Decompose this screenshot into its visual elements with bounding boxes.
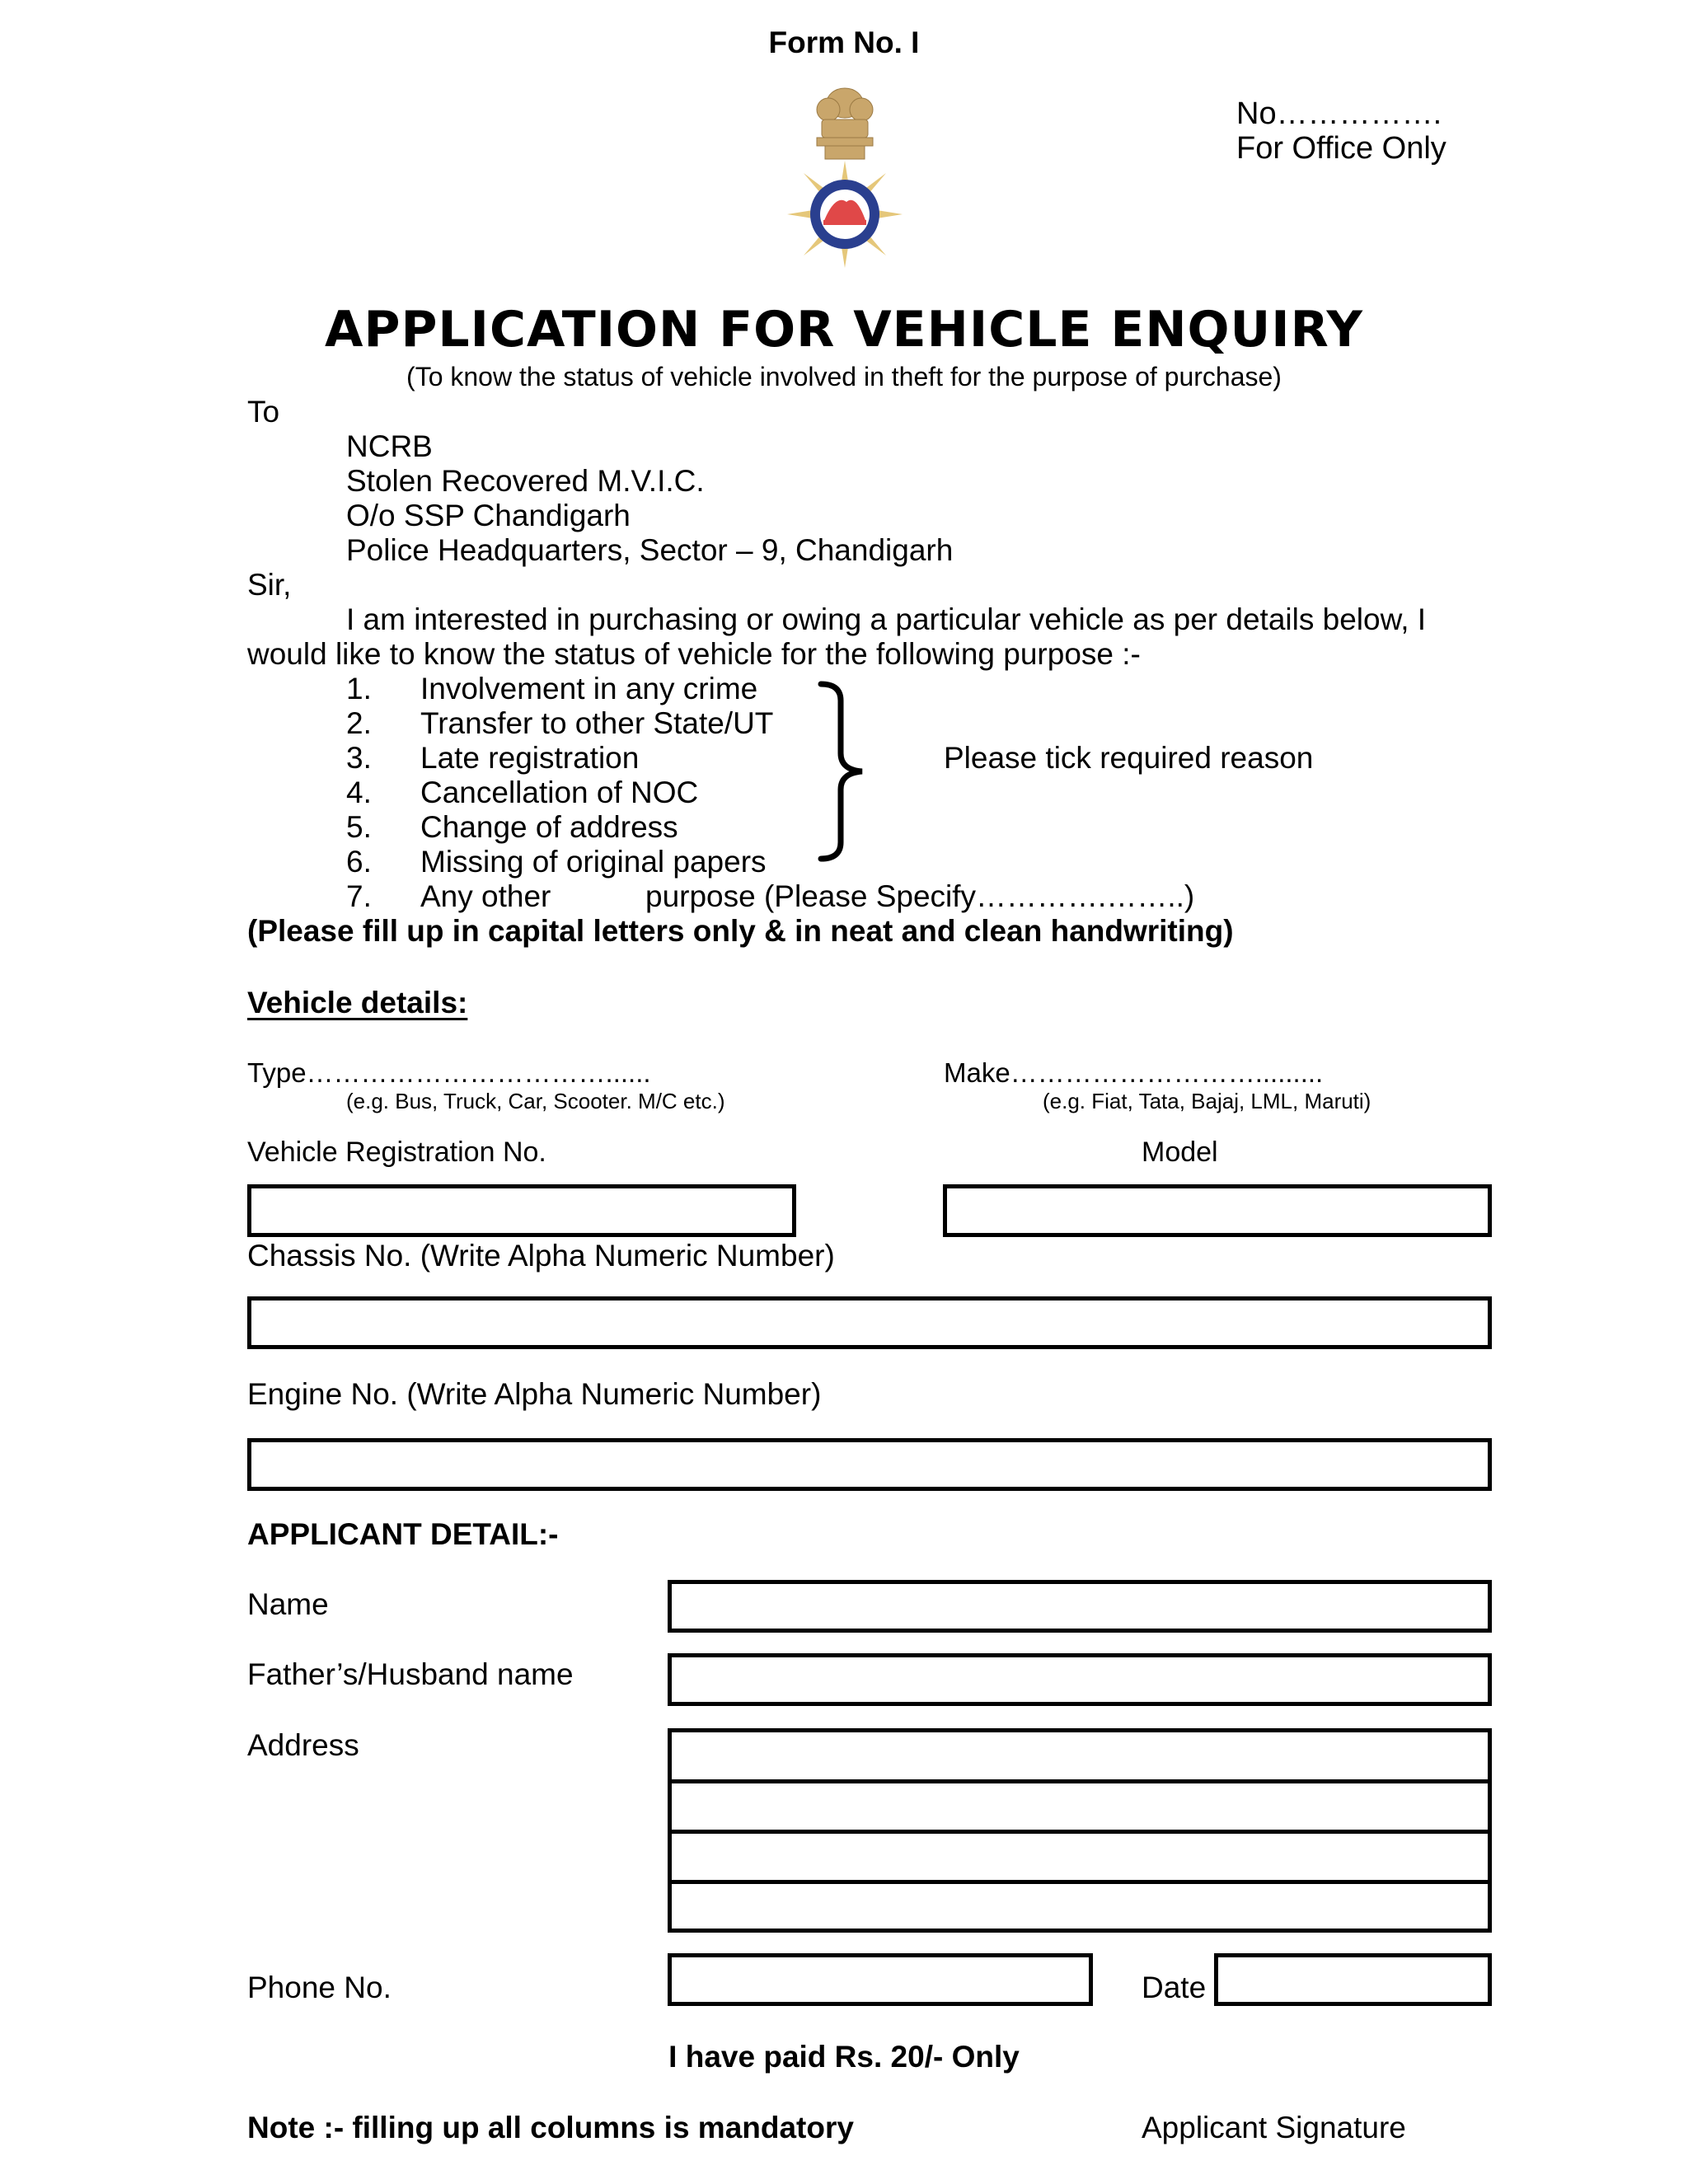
applicant-heading: APPLICANT DETAIL:- xyxy=(247,1517,559,1551)
engine-label: Engine No. (Write Alpha Numeric Number) xyxy=(247,1377,822,1411)
list-item[interactable]: 3. Late registration xyxy=(346,741,640,775)
chassis-input[interactable] xyxy=(247,1296,1492,1349)
registration-input[interactable] xyxy=(247,1184,796,1237)
address-line: Police Headquarters, Sector – 9, Chandigarh xyxy=(346,533,954,567)
address-input-line-3[interactable] xyxy=(668,1830,1492,1884)
police-emblem xyxy=(771,78,919,272)
list-item[interactable]: 4. Cancellation of NOC xyxy=(346,776,699,809)
list-item[interactable]: 7. Any other xyxy=(346,879,551,913)
chassis-label: Chassis No. (Write Alpha Numeric Number) xyxy=(247,1239,835,1272)
address-line: O/o SSP Chandigarh xyxy=(346,499,631,532)
name-label: Name xyxy=(247,1587,329,1621)
model-label: Model xyxy=(1142,1137,1218,1168)
phone-label: Phone No. xyxy=(247,1971,392,2004)
other-purpose-field[interactable]: purpose (Please Specify………….……..) xyxy=(645,879,1195,913)
vehicle-type-field[interactable]: Type……………………………...... xyxy=(247,1057,651,1088)
salutation: Sir, xyxy=(247,568,292,602)
date-label: Date xyxy=(1142,1971,1207,2004)
phone-input[interactable] xyxy=(668,1953,1093,2006)
father-husband-label: Father’s/Husband name xyxy=(247,1657,574,1691)
vehicle-make-field[interactable]: Make………………………......... xyxy=(944,1057,1324,1088)
vehicle-make-hint: (e.g. Fiat, Tata, Bajaj, LML, Maruti) xyxy=(1043,1089,1372,1113)
list-item[interactable]: 6. Missing of original papers xyxy=(346,845,767,879)
office-only-label: For Office Only xyxy=(1236,131,1447,166)
page-subtitle: (To know the status of vehicle involved in theft for the purpose of purchase) xyxy=(406,362,1282,391)
address-line: Stolen Recovered M.V.I.C. xyxy=(346,464,705,498)
list-item[interactable]: 2. Transfer to other State/UT xyxy=(346,706,774,740)
payment-note: I have paid Rs. 20/- Only xyxy=(668,2040,1020,2074)
date-input[interactable] xyxy=(1214,1953,1492,2006)
address-input-line-2[interactable] xyxy=(668,1779,1492,1834)
applicant-signature-label: Applicant Signature xyxy=(1142,2111,1406,2144)
to-label: To xyxy=(247,395,280,429)
vehicle-type-hint: (e.g. Bus, Truck, Car, Scooter. M/C etc.) xyxy=(346,1089,725,1113)
vehicle-details-heading: Vehicle details: xyxy=(247,986,468,1019)
father-husband-input[interactable] xyxy=(668,1653,1492,1706)
office-number: No……………. xyxy=(1236,96,1442,131)
name-input[interactable] xyxy=(668,1580,1492,1633)
body-text-line: would like to know the status of vehicle for the following purpose :- xyxy=(247,637,1141,671)
address-label: Address xyxy=(247,1728,359,1762)
body-text-line: I am interested in purchasing or owing a particular vehicle as per details below, I xyxy=(346,602,1427,636)
registration-label: Vehicle Registration No. xyxy=(247,1137,546,1168)
page-title: APPLICATION FOR VEHICLE ENQUIRY xyxy=(325,301,1363,359)
capital-letters-note: (Please fill up in capital letters only & in neat and clean handwriting) xyxy=(247,914,1234,948)
curly-brace-icon xyxy=(816,681,874,862)
address-input-line-4[interactable] xyxy=(668,1880,1492,1933)
mandatory-note: Note :- filling up all columns is mandatory xyxy=(247,2111,854,2144)
list-item[interactable]: 5. Change of address xyxy=(346,810,678,844)
address-line: NCRB xyxy=(346,429,433,463)
engine-input[interactable] xyxy=(247,1438,1492,1491)
form-number: Form No. I xyxy=(768,26,920,59)
tick-reason-note: Please tick required reason xyxy=(944,741,1314,775)
address-input-line-1[interactable] xyxy=(668,1728,1492,1783)
list-item[interactable]: 1. Involvement in any crime xyxy=(346,672,758,705)
model-input[interactable] xyxy=(943,1184,1492,1237)
emblem-logo-icon xyxy=(771,78,919,272)
